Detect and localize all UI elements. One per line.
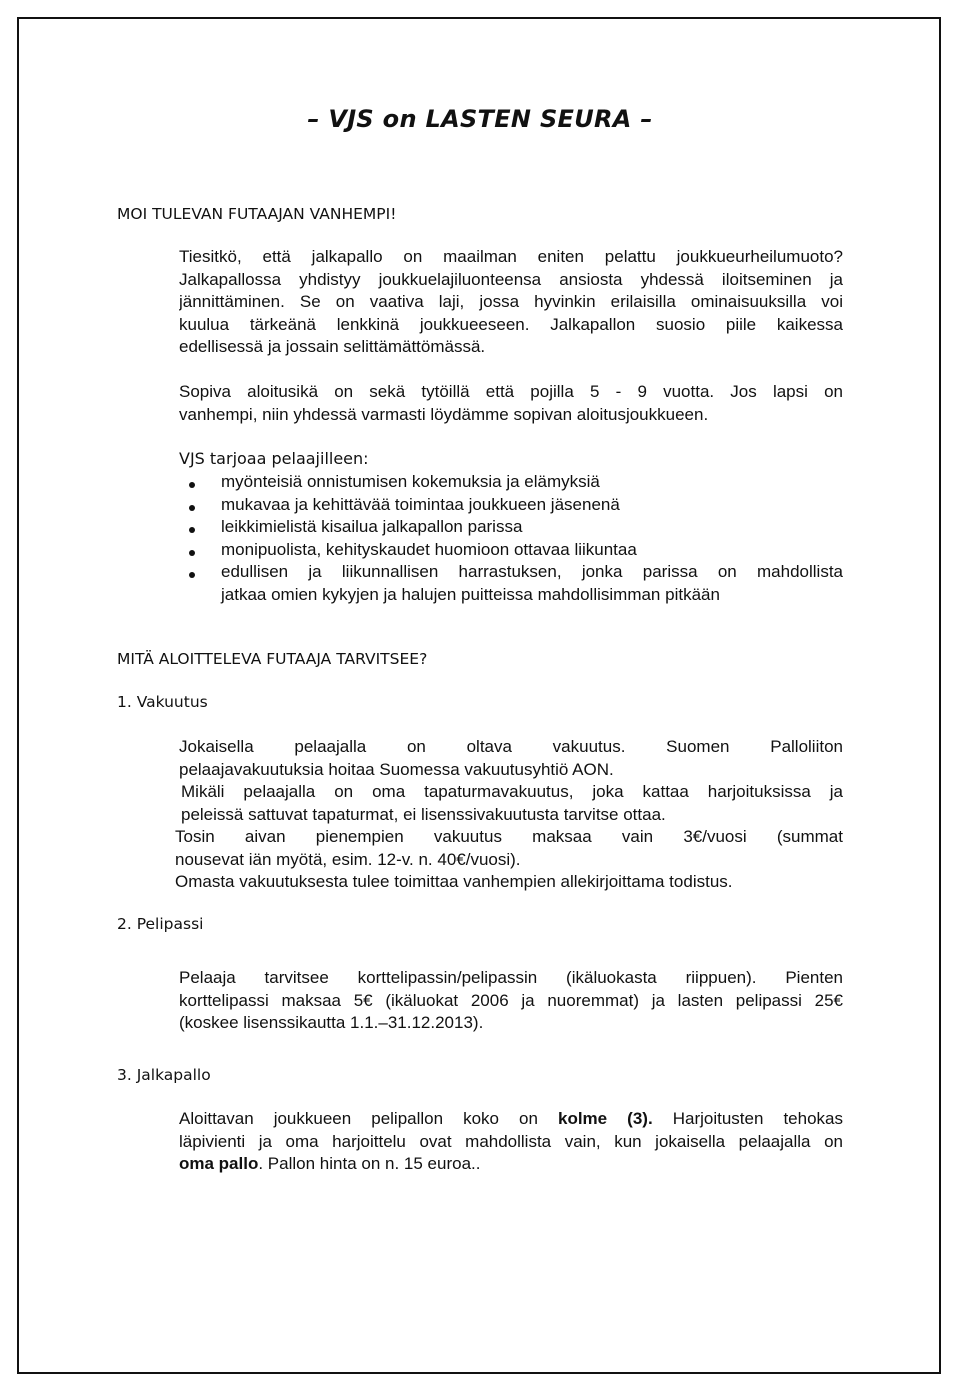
ball-line: läpivienti ja oma harjoittelu ovat mahdollista vain, kun jokaisella pelaajalla on xyxy=(179,1131,843,1151)
offer-lead: VJS tarjoaa pelaajilleen: xyxy=(179,449,369,468)
intro-line: Jalkapallossa yhdistyy joukkuelajiluonteensa ansiosta yhdessä iloitseminen ja xyxy=(179,269,843,289)
list-item-text: mukavaa ja kehittävää toimintaa joukkueen jäsenenä xyxy=(221,494,620,514)
age-line: vanhempi, niin yhdessä varmasti löydämme sopivan aloitusjoukkueen. xyxy=(179,404,709,424)
age-line: Sopiva aloitusikä on sekä tytöillä että pojilla 5 - 9 vuotta. Jos lapsi on xyxy=(179,382,843,401)
insurance-line: peleissä sattuvat tapaturmat, ei lisenssivakuutusta tarvitse ottaa. xyxy=(181,804,666,824)
list-item xyxy=(179,539,843,562)
insurance-line: Tosin aivan pienempien vakuutus maksaa vain 3€/vuosi (summat xyxy=(175,827,843,846)
intro-line: kuulua tärkeänä lenkkinä joukkueeseen. Jalkapallon suosio piile kaikessa xyxy=(179,314,843,334)
pass-line: Pelaaja tarvitsee korttelipassin/pelipassin (ikäluokasta riippuen). Pienten xyxy=(179,968,843,987)
own-ball-emphasis: oma pallo xyxy=(179,1154,259,1173)
insurance-heading: 1. Vakuutus xyxy=(117,693,208,711)
insurance-line: pelaajavakuutuksia hoitaa Suomessa vakuutusyhtiö AON. xyxy=(179,759,614,779)
page-title: – VJS on LASTEN SEURA – xyxy=(307,105,653,133)
ball-line xyxy=(179,1108,843,1131)
insurance-paragraph xyxy=(175,736,843,894)
list-item-text: myönteisiä onnistumisen kokemuksia ja elämyksiä xyxy=(221,472,600,491)
bullet-icon xyxy=(189,550,195,556)
offer-list xyxy=(179,471,843,606)
ball-text: Harjoitusten tehokas xyxy=(652,1109,843,1128)
intro-line: jännittäminen. Se on vaativa laji, jossa hyvinkin erilaisilla ominaisuuksilla voi xyxy=(179,292,843,311)
insurance-line: Mikäli pelaajalla on oma tapaturmavakuutus, joka kattaa harjoituksissa ja xyxy=(181,782,843,801)
intro-line: edellisessä ja jossain selittämättömässä. xyxy=(179,337,486,356)
ball-size-emphasis: kolme (3). xyxy=(558,1109,653,1128)
list-item-text: edullisen ja liikunnallisen harrastuksen, jonka parissa on mahdollista xyxy=(221,562,843,581)
insurance-line: Omasta vakuutuksesta tulee toimittaa vanhempien allekirjoittama todistus. xyxy=(175,872,733,891)
pass-line: korttelipassi maksaa 5€ (ikäluokat 2006 ja nuoremmat) ja lasten pelipassi 25€ xyxy=(179,990,843,1010)
list-item-text: monipuolista, kehityskaudet huomioon ottavaa liikuntaa xyxy=(221,539,637,559)
greeting-heading: MOI TULEVAN FUTAAJAN VANHEMPI! xyxy=(117,205,397,223)
bullet-icon xyxy=(189,482,195,488)
list-item-text: leikkimielistä kisailua jalkapallon parissa xyxy=(221,517,523,536)
offer-list-block xyxy=(179,448,843,606)
bullet-icon xyxy=(189,505,195,511)
insurance-line: Jokaisella pelaajalla on oltava vakuutus. Suomen Palloliiton xyxy=(179,737,843,756)
ball-paragraph xyxy=(179,1108,843,1176)
intro-paragraph xyxy=(179,246,843,359)
pass-line: (koskee lisenssikautta 1.1.–31.12.2013). xyxy=(179,1013,484,1032)
intro-line: Tiesitkö, että jalkapallo on maailman eniten pelattu joukkueurheilumuoto? xyxy=(179,247,843,266)
list-item xyxy=(179,516,843,539)
ball-heading: 3. Jalkapallo xyxy=(117,1066,211,1084)
age-paragraph xyxy=(179,381,843,426)
list-item xyxy=(179,494,843,517)
list-item-text: jatkaa omien kykyjen ja halujen puitteissa mahdollisimman pitkään xyxy=(221,584,720,604)
pass-paragraph xyxy=(179,967,843,1035)
ball-text: . Pallon hinta on n. 15 euroa.. xyxy=(258,1154,481,1173)
insurance-line: nousevat iän myötä, esim. 12-v. n. 40€/vuosi). xyxy=(175,849,521,869)
bullet-icon xyxy=(189,572,195,578)
needs-heading: MITÄ ALOITTELEVA FUTAAJA TARVITSEE? xyxy=(117,650,428,668)
ball-text: Aloittavan joukkueen pelipallon koko on xyxy=(179,1109,558,1128)
list-item xyxy=(179,471,843,494)
pass-heading: 2. Pelipassi xyxy=(117,915,204,933)
list-item xyxy=(179,561,843,606)
bullet-icon xyxy=(189,527,195,533)
ball-line xyxy=(179,1153,843,1176)
